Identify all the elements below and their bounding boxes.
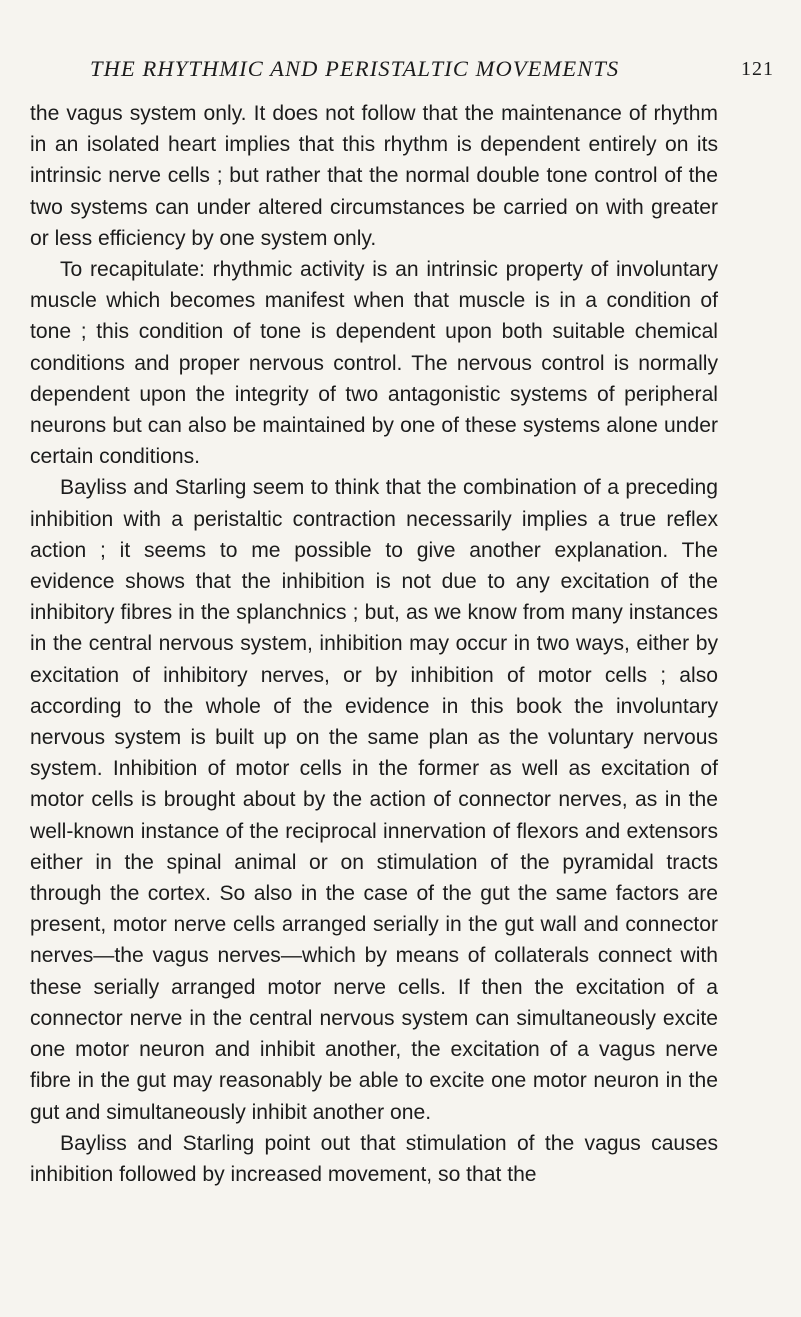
paragraph-bayliss-starling-inhibition: Bayliss and Starling seem to think that the combination of a preceding inhibition with a peristaltic contraction necessarily implies a true reflex action ; it seems to me possible to give another explanation. The evidence shows that the inhibition is not due to any excitation of the inhibitory fibres in the splanchnics ; but, as we know from many instances in the central nervous system, inhibition may occur in two ways, either by excitation of inhibitory nerves, or by inhibition of motor cells ; also according to the whole of the evidence in this book the involuntary nervous system is built up on the same plan as the voluntary nervous system. Inhibition of motor cells in the former as well as excitation of motor cells is brought about by the action of connector nerves, as in the well-known instance of the reciprocal innervation of flexors and extensors either in the spinal animal or on stimulation of the pyramidal tracts through the cortex. So also in the case of the gut the same factors are present, motor nerve cells arranged serially in the gut wall and connector nerves—the vagus nerves—which by means of collaterals connect with these serially arranged motor nerve cells. If then the excitation of a connector nerve in the central nervous system can simultaneously excite one motor neuron and inhibit another, the excitation of a vagus nerve fibre in the gut may reasonably be able to excite one motor neuron in the gut and simultaneously inhibit another one. bbox=[30, 476, 718, 1124]
running-title: THE RHYTHMIC AND PERISTALTIC MOVEMENTS bbox=[90, 56, 620, 81]
paragraph-bayliss-starling-vagus: Bayliss and Starling point out that stimulation of the vagus causes inhibition followed by increased movement, so that the bbox=[30, 1131, 718, 1186]
paragraph-continued: the vagus system only. It does not follow that the maintenance of rhythm in an isolated heart implies that this rhythm is dependent entirely on its intrinsic nerve cells ; but rather that the normal double tone control of the two systems can under altered circumstances be carried on with greater or less efficiency by one system only. bbox=[30, 102, 718, 250]
running-head bbox=[90, 56, 774, 86]
body-text bbox=[30, 98, 718, 1190]
page-number: 121 bbox=[741, 58, 774, 80]
paragraph-recapitulation: To recapitulate: rhythmic activity is an intrinsic property of involuntary muscle which becomes manifest when that muscle is in a condition of tone ; this condition of tone is dependent upon both suitable chemical conditions and proper nervous control. The nervous control is normally dependent upon the integrity of two antagonistic systems of peripheral neurons but can also be maintained by one of these systems alone under certain conditions. bbox=[30, 258, 718, 469]
